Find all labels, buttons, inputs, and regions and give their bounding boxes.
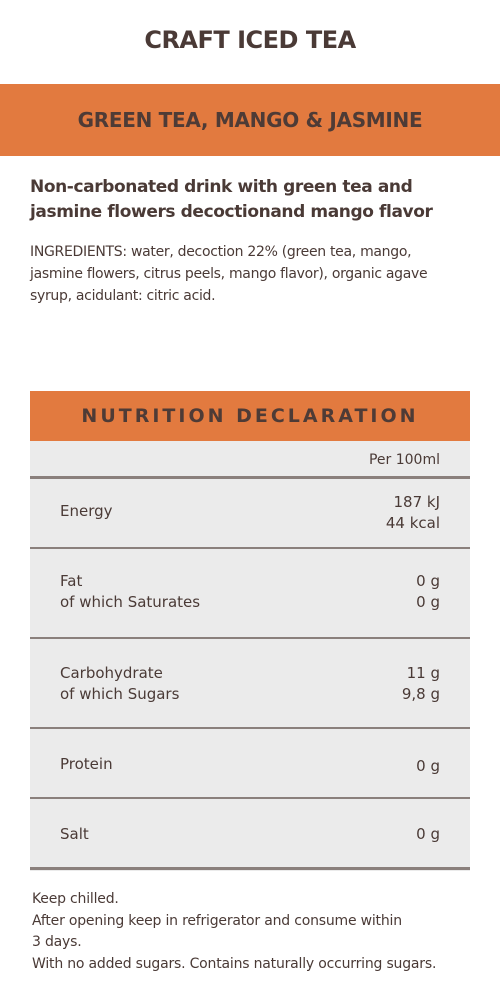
storage-notes <box>32 889 487 975</box>
sugars-value: 9,8 g <box>401 685 440 703</box>
description-line: Non-carbonated drink with green tea and <box>30 177 413 197</box>
table-bottom-rule <box>30 867 470 870</box>
product-title: CRAFT ICED TEA <box>144 26 356 54</box>
nutrition-header <box>30 391 470 441</box>
energy-kj: 187 kJ <box>393 493 440 511</box>
salt-value: 0 g <box>416 825 440 843</box>
fat-label: Fat <box>60 572 83 590</box>
footer-line: 3 days. <box>32 934 82 950</box>
ingredients-line: syrup, acidulant: citric acid. <box>30 288 216 304</box>
carbohydrate-label: Carbohydrate <box>60 664 163 682</box>
carbohydrate-values <box>402 663 440 705</box>
flavor-name: GREEN TEA, MANGO & JASMINE <box>77 108 423 132</box>
sugars-label: of which Sugars <box>60 685 180 703</box>
energy-label: Energy <box>60 502 113 520</box>
table-divider <box>30 637 470 639</box>
fat-labels <box>60 571 200 613</box>
saturates-value: 0 g <box>416 593 440 611</box>
product-description <box>30 175 480 225</box>
carbohydrate-labels <box>60 663 179 705</box>
protein-value: 0 g <box>416 757 440 775</box>
ingredients-line: INGREDIENTS: water, decoction 22% (green tea, mango, <box>30 244 412 260</box>
table-divider <box>30 547 470 549</box>
flavor-banner <box>0 84 500 156</box>
description-line: jasmine flowers decoctionand mango flavor <box>30 202 433 222</box>
energy-value <box>386 492 440 534</box>
table-divider <box>30 476 470 479</box>
footer-line: Keep chilled. <box>32 891 119 907</box>
per-serving-label: Per 100ml <box>368 452 440 468</box>
nutrition-heading: NUTRITION DECLARATION <box>81 405 419 427</box>
fat-value: 0 g <box>416 572 440 590</box>
saturates-label: of which Saturates <box>60 593 201 611</box>
ingredients-text <box>30 241 480 307</box>
footer-line: After opening keep in refrigerator and consume within <box>32 912 402 929</box>
footer-line: With no added sugars. Contains naturally occurring sugars. <box>32 955 437 972</box>
protein-label: Protein <box>60 755 113 773</box>
nutrition-table <box>30 391 470 871</box>
salt-label: Salt <box>60 825 89 843</box>
carbohydrate-value: 11 g <box>406 664 440 682</box>
fat-values <box>416 571 440 613</box>
energy-kcal: 44 kcal <box>385 514 440 532</box>
ingredients-line: jasmine flowers, citrus peels, mango flavor), organic agave <box>30 266 428 282</box>
table-divider <box>30 797 470 799</box>
table-divider <box>30 727 470 729</box>
